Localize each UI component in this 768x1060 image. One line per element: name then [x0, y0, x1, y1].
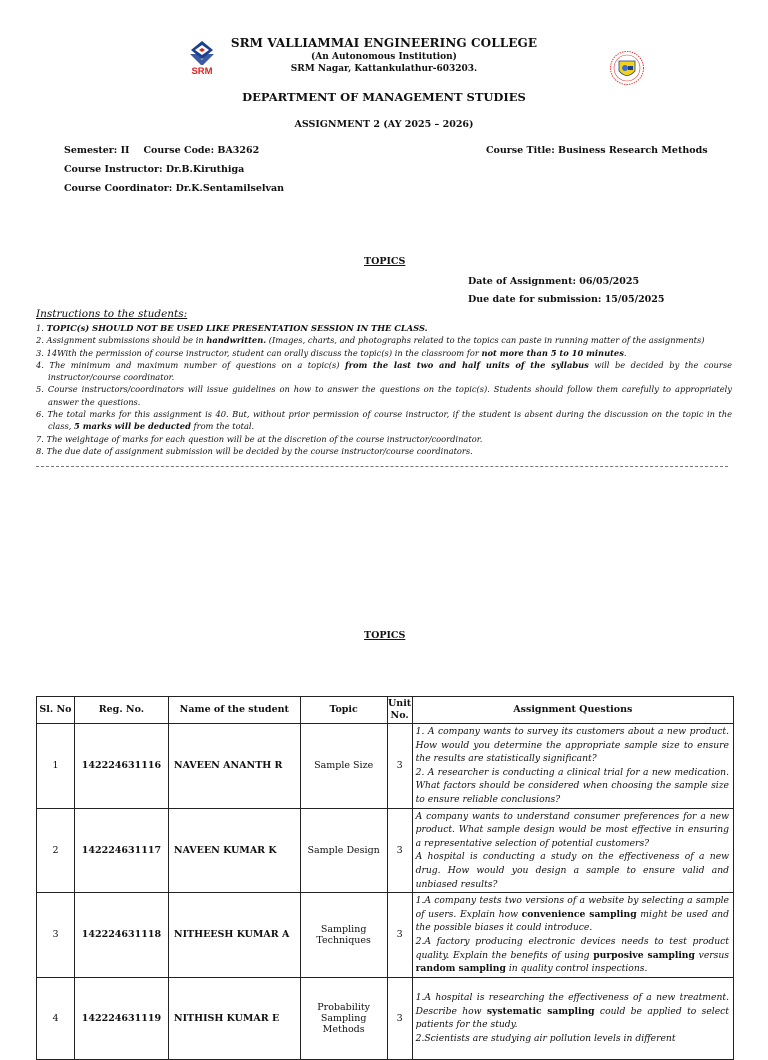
- unit-cell: 3: [387, 808, 412, 893]
- topic-cell: Probability Sampling Methods: [300, 977, 387, 1059]
- assignment-title: ASSIGNMENT 2 (AY 2025 – 2026): [294, 119, 474, 130]
- header-unit-no: Unit No.: [387, 697, 412, 724]
- instructions-list: [36, 322, 732, 457]
- header-student-name: Name of the student: [168, 697, 300, 724]
- course-instructor: Course Instructor: Dr.B.Kiruthiga: [64, 164, 245, 175]
- dashed-divider: [36, 466, 728, 467]
- unit-cell: 3: [387, 977, 412, 1059]
- topic-cell: Sample Design: [300, 808, 387, 893]
- reg-no-cell: 142224631118: [74, 893, 168, 978]
- instruction-item: 4. The minimum and maximum number of questions on a topic(s) from the last two and half units of the syllabus will be decided by the course instructor/course coordinator.: [36, 359, 732, 383]
- topics-heading: TOPICS: [364, 256, 406, 267]
- unit-cell: 3: [387, 893, 412, 978]
- question-keyword: systematic sampling: [486, 1005, 595, 1017]
- emphasis-text: TOPIC(s) SHOULD NOT BE USED LIKE PRESENTATION SESSION IN THE CLASS.: [46, 323, 428, 333]
- table-row: [37, 977, 734, 1059]
- instructions-title: Instructions to the students:: [36, 308, 188, 320]
- emphasis-text: not more than 5 to 10 minutes: [481, 347, 624, 358]
- sl-no-cell: 2: [37, 808, 75, 893]
- table-header-row: [37, 697, 734, 724]
- questions-cell: [412, 893, 733, 978]
- questions-cell: [412, 977, 733, 1059]
- student-name-cell: NITHEESH KUMAR A: [168, 893, 300, 978]
- due-date: Due date for submission: 15/05/2025: [468, 294, 665, 305]
- question-text: 2.Scientists are studying air pollution levels in different: [415, 1032, 676, 1044]
- topics-heading-table: TOPICS: [364, 630, 406, 641]
- student-name-cell: NITHISH KUMAR E: [168, 977, 300, 1059]
- sl-no-cell: 3: [37, 893, 75, 978]
- instruction-item: 1. TOPIC(s) SHOULD NOT BE USED LIKE PRESENTATION SESSION IN THE CLASS.: [36, 323, 428, 333]
- semester-code-line: [64, 145, 259, 156]
- date-of-assignment: Date of Assignment: 06/05/2025: [468, 276, 640, 287]
- instruction-item: 6. The total marks for this assignment is 40. But, without prior permission of course instructor, if the student is absent during the discussion on the topic in the class, 5 marks will be deducted from the total.: [36, 409, 732, 432]
- emphasis-text: from the last two and half units of the syllabus: [345, 359, 589, 370]
- header-topic: Topic: [300, 697, 387, 724]
- table-row: [37, 893, 734, 978]
- department-title: DEPARTMENT OF MANAGEMENT STUDIES: [242, 90, 526, 104]
- question-text: 1.A hospital is researching the effectiveness of a new treatment. Describe how systematic sampling could be applied to select patients for the study.: [415, 992, 729, 1031]
- header-reg-no: Reg. No.: [74, 697, 168, 724]
- sl-no-cell: 1: [37, 724, 75, 809]
- course-title: Course Title: Business Research Methods: [486, 145, 708, 156]
- question-text: A company wants to understand consumer preferences for a new product. What sample design would be most effective in ensuring a representative selection of potential customers?: [415, 810, 729, 849]
- instruction-item: 5. Course instructors/coordinators will issue guidelines on how to answer the questions on the topic(s). Students should follow them carefully to appropriately answer the questions.: [36, 384, 732, 407]
- course-coordinator: Course Coordinator: Dr.K.Sentamilselvan: [64, 183, 285, 194]
- autonomous-line: (An Autonomous Institution): [311, 52, 457, 62]
- reg-no-cell: 142224631116: [74, 724, 168, 809]
- unit-cell: 3: [387, 724, 412, 809]
- instruction-item: 7. The weightage of marks for each question will be at the discretion of the course instructor/coordinator.: [36, 433, 483, 444]
- question-text: 2. A researcher is conducting a clinical trial for a new medication. What factors should be considered when choosing the sample size to ensure reliable conclusions?: [415, 766, 729, 805]
- course-code: Course Code: BA3262: [143, 145, 260, 156]
- header-sl-no: Sl. No: [37, 697, 75, 724]
- questions-cell: [412, 724, 733, 809]
- table-row: [37, 808, 734, 893]
- instruction-item: 2. Assignment submissions should be in handwritten. (Images, charts, and photographs related to the topics can paste in running matter of the assignments): [36, 335, 705, 346]
- student-name-cell: NAVEEN KUMAR K: [168, 808, 300, 893]
- question-keyword: purposive sampling: [593, 949, 695, 961]
- question-keyword: convenience sampling: [521, 908, 637, 920]
- college-address: SRM Nagar, Kattankulathur-603203.: [290, 64, 478, 74]
- questions-cell: [412, 808, 733, 893]
- college-name: SRM VALLIAMMAI ENGINEERING COLLEGE: [230, 36, 538, 50]
- sl-no-cell: 4: [37, 977, 75, 1059]
- table-row: [37, 724, 734, 809]
- reg-no-cell: 142224631119: [74, 977, 168, 1059]
- college-header: [0, 36, 768, 74]
- instruction-item: 3. 14With the permission of course instructor, student can orally discuss the topic(s) in the classroom for not more than 5 to 10 minutes.: [36, 347, 627, 358]
- reg-no-cell: 142224631117: [74, 808, 168, 893]
- question-text: 1.A company tests two versions of a website by selecting a sample of users. Explain how convenience sampling might be used and the possible biases it could introduce.: [415, 895, 729, 934]
- question-keyword: random sampling: [415, 963, 506, 975]
- logo-text: SRM: [191, 66, 213, 77]
- student-name-cell: NAVEEN ANANTH R: [168, 724, 300, 809]
- question-text: 2.A factory producing electronic devices needs to test product quality. Explain the benefits of using purposive sampling versus random sampling in quality control inspections.: [415, 935, 730, 975]
- header-questions: Assignment Questions: [412, 697, 733, 724]
- topic-cell: Sampling Techniques: [300, 893, 387, 978]
- emphasis-text: handwritten.: [206, 335, 267, 346]
- question-text: 1. A company wants to survey its customers about a new product. How would you determine the appropriate sample size to ensure the results are statistically significant?: [415, 726, 729, 765]
- semester: Semester: II: [64, 145, 130, 156]
- topic-cell: Sample Size: [300, 724, 387, 809]
- instruction-item: 8. The due date of assignment submission will be decided by the course instructor/course coordinators.: [36, 445, 473, 456]
- emphasis-text: 5 marks will be deducted: [74, 421, 191, 432]
- question-text: A hospital is conducting a study on the effectiveness of a new drug. How would you design a sample to ensure valid and unbiased results?: [415, 851, 729, 890]
- assignment-table: [36, 696, 734, 1060]
